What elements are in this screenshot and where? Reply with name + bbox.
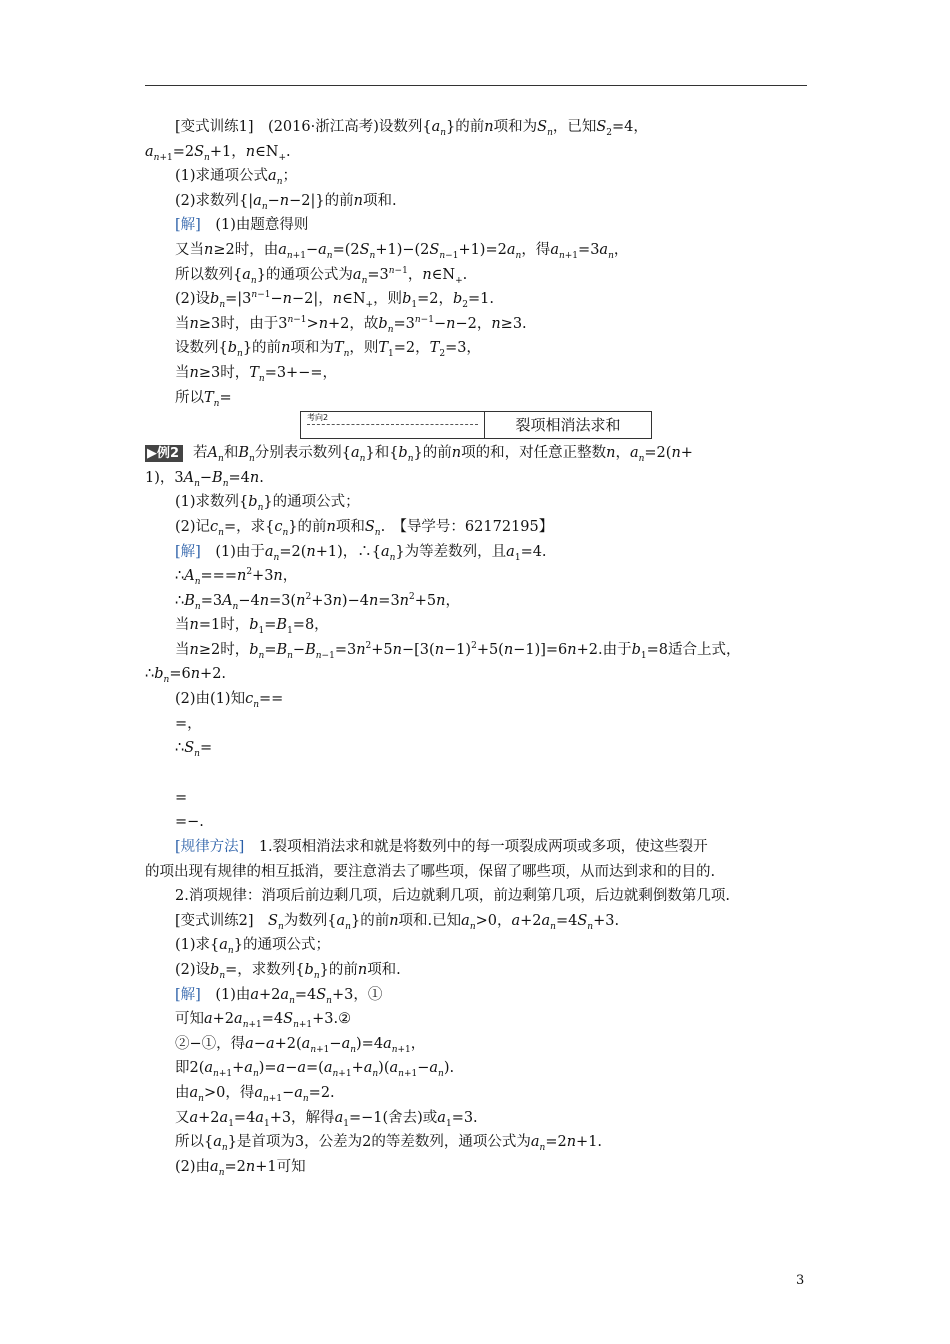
text-line: (1)求通项公式$a_n$； — [175, 168, 297, 188]
text-line: (1)求$\{a_n\}$的通项公式； — [175, 937, 330, 957]
text-line: $a_{n+1}=2S_n+1$，$n\in N_+$. — [145, 143, 291, 163]
banner-label: 考向2 — [307, 413, 329, 423]
banner-left — [301, 412, 485, 438]
text-line: ②−①，得$a-a+2(a_{n+1}-a_n)=4a_{n+1}$， — [175, 1035, 426, 1055]
text-line: [解] (1)由于$a_n=2(n+1)$，$\therefore\{a_n\}$为等差数列，且$a_1=4$. — [175, 543, 547, 563]
text-line: (2)设$b_n=|3^{n-1}-n-2|$，$n\in N_+$，则$b_1=2$，$b_2=1$. — [175, 290, 494, 311]
text-line: =−. — [175, 814, 204, 831]
text-line: 即$2(a_{n+1}+a_n)=a-a=(a_{n+1}+a_n)(a_{n+1}-a_n)$. — [175, 1060, 455, 1080]
header-rule — [145, 85, 807, 86]
text-line: 1)，$3A_n-B_n=4n$. — [145, 469, 264, 489]
text-line: (1)求数列$\{b_n\}$的通项公式； — [175, 494, 360, 514]
document-body — [145, 115, 810, 1179]
text-line: [变式训练1] (2016·浙江高考)设数列$\{a_n\}$的前n项和为$S_n$，已知$S_2=4$， — [175, 119, 648, 138]
text-line: = — [175, 789, 188, 806]
text-line: 当n≥3时，由于$3^{n-1}>n+2$，故$b_n=3^{n-1}-n-2$，n≥3. — [175, 314, 527, 335]
text-line: [规律方法] 1.裂项相消法求和就是将数列中的每一项裂成两项或多项，使这些裂开 — [175, 839, 708, 856]
banner-dash — [307, 424, 478, 425]
text-line: 又$a+2a_1=4a_1+3$，解得$a_1=-1$(舍去)或$a_1=3$. — [175, 1109, 478, 1129]
text-line: [变式训练2] $S_n$为数列$\{a_n\}$的前n项和.已知$a_n>0$，$a+2a_n=4S_n+3$. — [175, 912, 620, 932]
text-line: $\therefore b_n=6n+2$. — [145, 666, 227, 686]
text-line: (2)记$c_n=$，求$\{c_n\}$的前n项和$S_n$. 【导学号：62172195】 — [175, 518, 554, 538]
text-line: 所以$T_n=$ — [175, 389, 232, 409]
text-line: 当n≥2时，$b_n=B_n-B_{n-1}=3n^2+5n-[3(n-1)^2+5(n-1)]=6n+2$.由于$b_1=8$适合上式， — [175, 641, 741, 661]
page-number: 3 — [796, 1273, 805, 1288]
text-line: 可知$a+2a_{n+1}=4S_{n+1}+3.②$ — [175, 1011, 352, 1031]
text-line: $\therefore A_n===n^2+3n$， — [175, 567, 298, 587]
text-line: 由$a_n>0$，得$a_{n+1}-a_n=2$. — [175, 1084, 335, 1104]
text-line: =， — [175, 715, 202, 732]
text-line: [解] (1)由$a+2a_n=4S_n+3$，① — [175, 986, 383, 1006]
text-line: ▶例2 若$A_n$和$B_n$分别表示数列$\{a_n\}$和$\{b_n\}$的前n项的和，对任意正整数n，$a_n=2(n+$ — [147, 445, 693, 465]
text-line: 设数列$\{b_n\}$的前n项和为$T_n$，则$T_1=2$，$T_2=3$， — [175, 340, 481, 360]
text-line: 又当n≥2时，由$a_{n+1}-a_n=(2S_n+1)-(2S_{n-1}+1)=2a_n$，得$a_{n+1}=3a_n$， — [175, 241, 629, 261]
text-line: 当n≥3时，$T_n=3+-=$， — [175, 364, 338, 384]
text-line: 所以$\{a_n\}$是首项为3，公差为2的等差数列，通项公式为$a_n=2n+1$. — [175, 1134, 603, 1154]
text-line: 当n=1时，$b_1=B_1=8$， — [175, 617, 329, 637]
text-line: (2)由$a_n=2n+1$可知 — [175, 1158, 306, 1178]
text-line: $\therefore S_n=$ — [175, 740, 213, 760]
text-line: (2)由(1)知$c_n==$ — [175, 691, 284, 710]
banner-title: 裂项相消法求和 — [515, 416, 621, 435]
banner-box — [300, 411, 652, 439]
section-banner — [145, 411, 810, 441]
text-line: [解] (1)由题意得则 — [175, 217, 309, 234]
text-line: $\therefore B_n=3A_n-4n=3(n^2+3n)-4n=3n^2+5n$， — [175, 591, 460, 612]
text-line: (2)求数列$\{|a_n-n-2|\}$的前n项和. — [175, 192, 397, 212]
text-line: 2.消项规律：消项后前边剩几项，后边就剩几项，前边剩第几项，后边就剩倒数第几项. — [175, 888, 730, 905]
text-line: (2)设$b_n=$，求数列$\{b_n\}$的前n项和. — [175, 962, 401, 981]
text-line: 所以数列$\{a_n\}$的通项公式为$a_n=3^{n-1}$，$n\in N_+$. — [175, 265, 468, 286]
text-line: 的项出现有规律的相互抵消，要注意消去了哪些项，保留了哪些项，从而达到求和的目的. — [145, 863, 716, 880]
blank-line — [145, 761, 810, 786]
